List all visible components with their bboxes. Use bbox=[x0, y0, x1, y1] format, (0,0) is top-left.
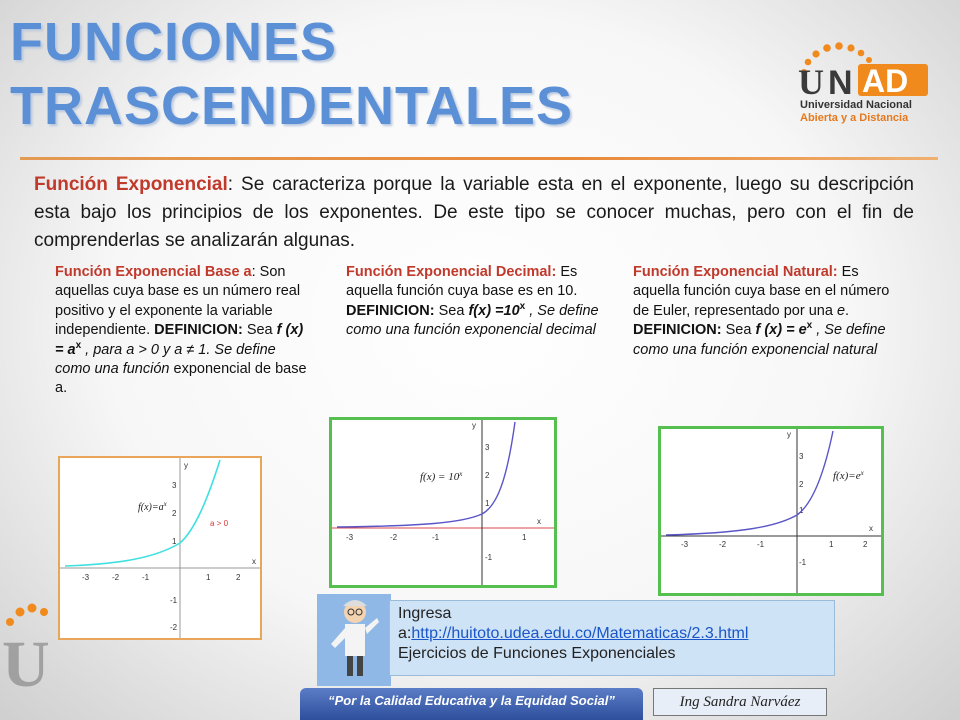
y-tick: 2 bbox=[485, 471, 490, 480]
unad-u-logo bbox=[0, 600, 62, 720]
y-tick: 1 bbox=[172, 537, 177, 546]
x-tick: -3 bbox=[681, 540, 689, 549]
y-tick: 3 bbox=[799, 452, 804, 461]
definition-post: , para a > 0 y a ≠ 1. Se define como una función bbox=[55, 341, 276, 378]
x-axis-label: x bbox=[869, 524, 873, 533]
x-tick: -2 bbox=[112, 573, 120, 582]
link-box-line-1: Ingresa bbox=[398, 605, 452, 622]
svg-text:U: U bbox=[2, 628, 50, 701]
graph-base-a bbox=[58, 456, 262, 640]
definition-formula: f (x) = a bbox=[55, 322, 304, 358]
definition-label: DEFINICION: bbox=[346, 302, 435, 319]
y-axis-label: y bbox=[472, 421, 476, 430]
y-axis-label: y bbox=[184, 461, 188, 470]
definition-formula: f(x) =10 bbox=[468, 302, 520, 319]
column-text: Es aquella función cuya base en el número de Euler, representado por una bbox=[633, 264, 890, 319]
graph-formula: f(x)=a bbox=[138, 502, 164, 513]
y-axis-label: y bbox=[787, 430, 791, 439]
logo-name-line-2: Abierta y a Distancia bbox=[800, 112, 909, 124]
column-text: Son aquellas cuya base es un número real positivo y el exponente la variable independiente. bbox=[55, 264, 301, 339]
title-line-1: FUNCIONES bbox=[10, 12, 338, 72]
svg-text:U: U bbox=[798, 62, 824, 102]
x-tick: 1 bbox=[522, 533, 527, 542]
svg-text:f(x)=ex bbox=[833, 469, 865, 482]
logo-name-line-1: Universidad Nacional bbox=[800, 99, 912, 111]
definition-label: DEFINICION: bbox=[154, 322, 243, 339]
x-tick: 1 bbox=[829, 540, 834, 549]
graph-formula-exponent: x bbox=[459, 470, 463, 478]
svg-text:f(x)=ax bbox=[138, 500, 168, 513]
column-text-end: . bbox=[845, 302, 850, 319]
definition-post: , Se define como una función exponencial natural bbox=[633, 322, 886, 358]
definition-end: exponencial de base a. bbox=[55, 361, 307, 397]
professor-illustration bbox=[317, 594, 391, 686]
x-tick: -3 bbox=[82, 573, 90, 582]
title-divider bbox=[20, 157, 938, 160]
column-decimal bbox=[346, 263, 606, 341]
x-axis-label: x bbox=[252, 557, 256, 566]
y-tick: 1 bbox=[485, 499, 490, 508]
svg-text:N: N bbox=[828, 64, 853, 102]
x-tick: 2 bbox=[863, 540, 868, 549]
definition-post: , Se define como una función exponencial decimal bbox=[346, 302, 599, 339]
column-title: Función Exponencial Natural: bbox=[633, 264, 838, 280]
definition-exponent: x bbox=[519, 300, 526, 312]
x-tick: 2 bbox=[236, 573, 241, 582]
x-tick: -1 bbox=[142, 573, 150, 582]
link-box bbox=[389, 600, 835, 676]
exercise-link[interactable]: http://huitoto.udea.edu.co/Matematicas/2.3.html bbox=[411, 625, 749, 642]
y-tick: 3 bbox=[485, 443, 490, 452]
intro-heading: Función Exponencial bbox=[34, 174, 228, 195]
x-axis-label: x bbox=[537, 517, 541, 526]
x-tick: -1 bbox=[757, 540, 765, 549]
column-base-a bbox=[55, 263, 315, 399]
link-prefix: a: bbox=[398, 625, 412, 642]
x-tick: -2 bbox=[719, 540, 727, 549]
definition-exponent: x bbox=[75, 339, 82, 351]
title-line-2: TRASCENDENTALES bbox=[10, 76, 574, 136]
y-tick: -1 bbox=[170, 596, 178, 605]
graph-note: a > 0 bbox=[210, 519, 229, 528]
column-title-suffix: : bbox=[251, 264, 256, 280]
page-title bbox=[10, 10, 573, 138]
x-tick: -3 bbox=[346, 533, 354, 542]
definition-formula: f (x) = e bbox=[755, 322, 807, 339]
column-title: Función Exponencial Base a bbox=[55, 264, 252, 280]
y-tick: 1 bbox=[799, 506, 804, 515]
definition-pre: Sea bbox=[721, 322, 756, 339]
y-tick: 2 bbox=[172, 509, 177, 518]
svg-text:AD: AD bbox=[862, 63, 909, 99]
x-tick: 1 bbox=[206, 573, 211, 582]
definition-label: DEFINICION: bbox=[633, 322, 722, 339]
intro-text: : Se caracteriza porque la variable esta en el exponente, luego su descripción esta bajo los principios de los exponentes. De este tipo se conocer muchas, pero con el fin de comprenderlas se analizarán algunas. bbox=[34, 174, 914, 251]
definition-exponent: x bbox=[806, 320, 813, 332]
exponential-curve bbox=[65, 460, 220, 566]
author-label: Ing Sandra Narváez bbox=[653, 688, 827, 716]
svg-text:f(x) = 10x bbox=[420, 470, 463, 483]
x-tick: -2 bbox=[390, 533, 398, 542]
euler-e: e bbox=[836, 302, 846, 319]
exponential-curve bbox=[666, 431, 833, 535]
column-natural bbox=[633, 263, 903, 360]
graph-formula: f(x) = 10 bbox=[420, 471, 460, 483]
graph-formula-exponent: x bbox=[163, 500, 167, 508]
x-tick: -1 bbox=[432, 533, 440, 542]
column-text: Es aquella función cuya base es en 10. bbox=[346, 264, 578, 300]
link-box-line-3: Ejercicios de Funciones Exponenciales bbox=[398, 645, 676, 662]
y-tick: 2 bbox=[799, 480, 804, 489]
graph-decimal bbox=[329, 417, 557, 588]
definition-pre: Sea bbox=[434, 302, 469, 319]
footer-slogan: “Por la Calidad Educativa y la Equidad Social” bbox=[300, 688, 643, 720]
graph-natural bbox=[658, 426, 884, 596]
y-tick: -2 bbox=[170, 623, 178, 632]
graph-formula-exponent: x bbox=[860, 469, 864, 477]
y-tick: -1 bbox=[799, 558, 807, 567]
column-title: Función Exponencial Decimal: bbox=[346, 264, 557, 280]
graph-formula: f(x)=e bbox=[833, 470, 861, 482]
definition-pre: Sea bbox=[246, 322, 277, 339]
y-tick: -1 bbox=[485, 553, 493, 562]
y-tick: 3 bbox=[172, 481, 177, 490]
intro-paragraph bbox=[34, 171, 914, 255]
